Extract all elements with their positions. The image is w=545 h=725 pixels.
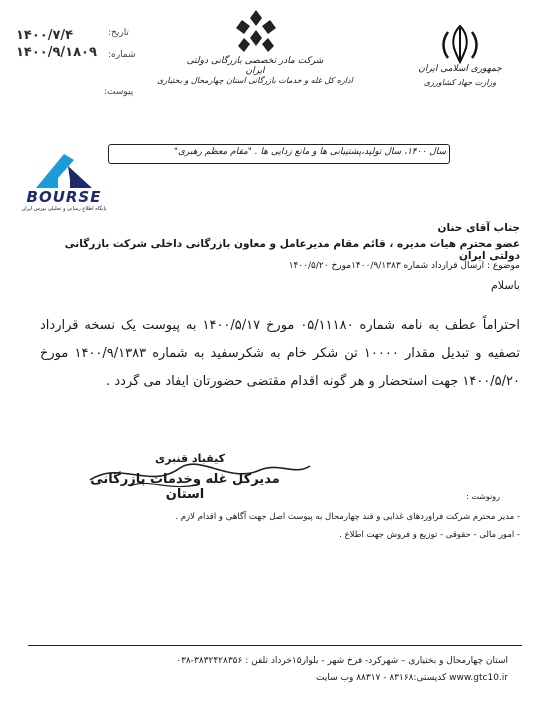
number-value: ۱۴۰۰/۹/۱۸۰۹ [16,45,97,60]
cc-item: - امور مالی - حقوقی - توزیع و فروش جهت اطلاع . [339,530,520,540]
recipient: جناب آقای حنان [437,222,520,234]
bourse-subtitle: پایگاه اطلاع رسانی و تحلیلی بورس ایران [21,206,107,212]
greeting: باسلام [490,279,520,292]
letter-paragraph: احتراماً عطف به نامه شماره ۰۵/۱۱۱۸۰ مورخ ۱۴۰۰/۵/۱۷ به پیوست یک نسخه قرارداد تصفیه و تبدیل مقدار ۱۰۰۰۰ تن شکر خام به شکرسفید به شماره ۱۴۰۰/۹/۱۳۸۳ مورخ ۱۴۰۰/۵/۲۰ جهت استحضار و هر گونه اقدام مقتضی حضورتان ایفاد می گردد . [40,318,521,389]
iran-emblem-icon [432,22,488,64]
number-label: شماره: [108,50,136,60]
company-name: شرکت مادر تخصصی بازرگانی دولتی ایران [186,56,324,76]
signer-name: کیقباد قنبری [154,452,225,465]
ministry-name: وزارت جهاد کشاورزی [423,78,497,87]
subject-line: موضوع : ارسال قرارداد شماره ۱۴۰۰/۹/۱۳۸۳مورخ ۱۴۰۰/۵/۲۰ [288,261,520,271]
date-label: تاریخ: [108,28,129,38]
gov-name: جمهوری اسلامی ایران [418,64,502,74]
slogan-text: سال ۱۴۰۰، سال تولید،پشتیبانی ها و مانع زدایی ها . "مقام معظم رهبری" [173,147,446,157]
department-name: اداره کل غله و خدمات بازرگانی استان چهارمحال و بختیاری [157,76,353,85]
footer-contact: www.gtc10.ir کدپستی:۸۳۱۶۸ - ۸۸۳۱۷ وب سایت [316,673,508,683]
attachment-label: پیوست: [104,87,134,97]
cc-item: - مدیر محترم شرکت فراوردهای غذایی و قند چهارمحال به پیوست اصل جهت آگاهی و اقدام لازم . [175,512,520,522]
signer-title: مدیرکل غله وخدمات بازرگانی استان [90,472,280,502]
recipient-title: عضو محترم هیات مدیره ، قائم مقام مدیرعامل و معاون بازرگانی داخلی شرکت بازرگانی دولتی ایران [64,238,520,262]
date-value: ۱۴۰۰/۷/۴ [16,28,74,43]
footer-divider [28,645,522,646]
gtc-logo-icon [232,8,280,54]
footer-address: استان چهارمحال و بختیاری – شهرکرد- فرخ شهر - بلوار۱۵خرداد تلفن : ۳۸۳۲۴۲۸۳۵۶-۰۳۸ [176,656,508,666]
bourse-name: BOURSE [26,188,102,206]
cc-label: رونوشت : [466,492,500,501]
